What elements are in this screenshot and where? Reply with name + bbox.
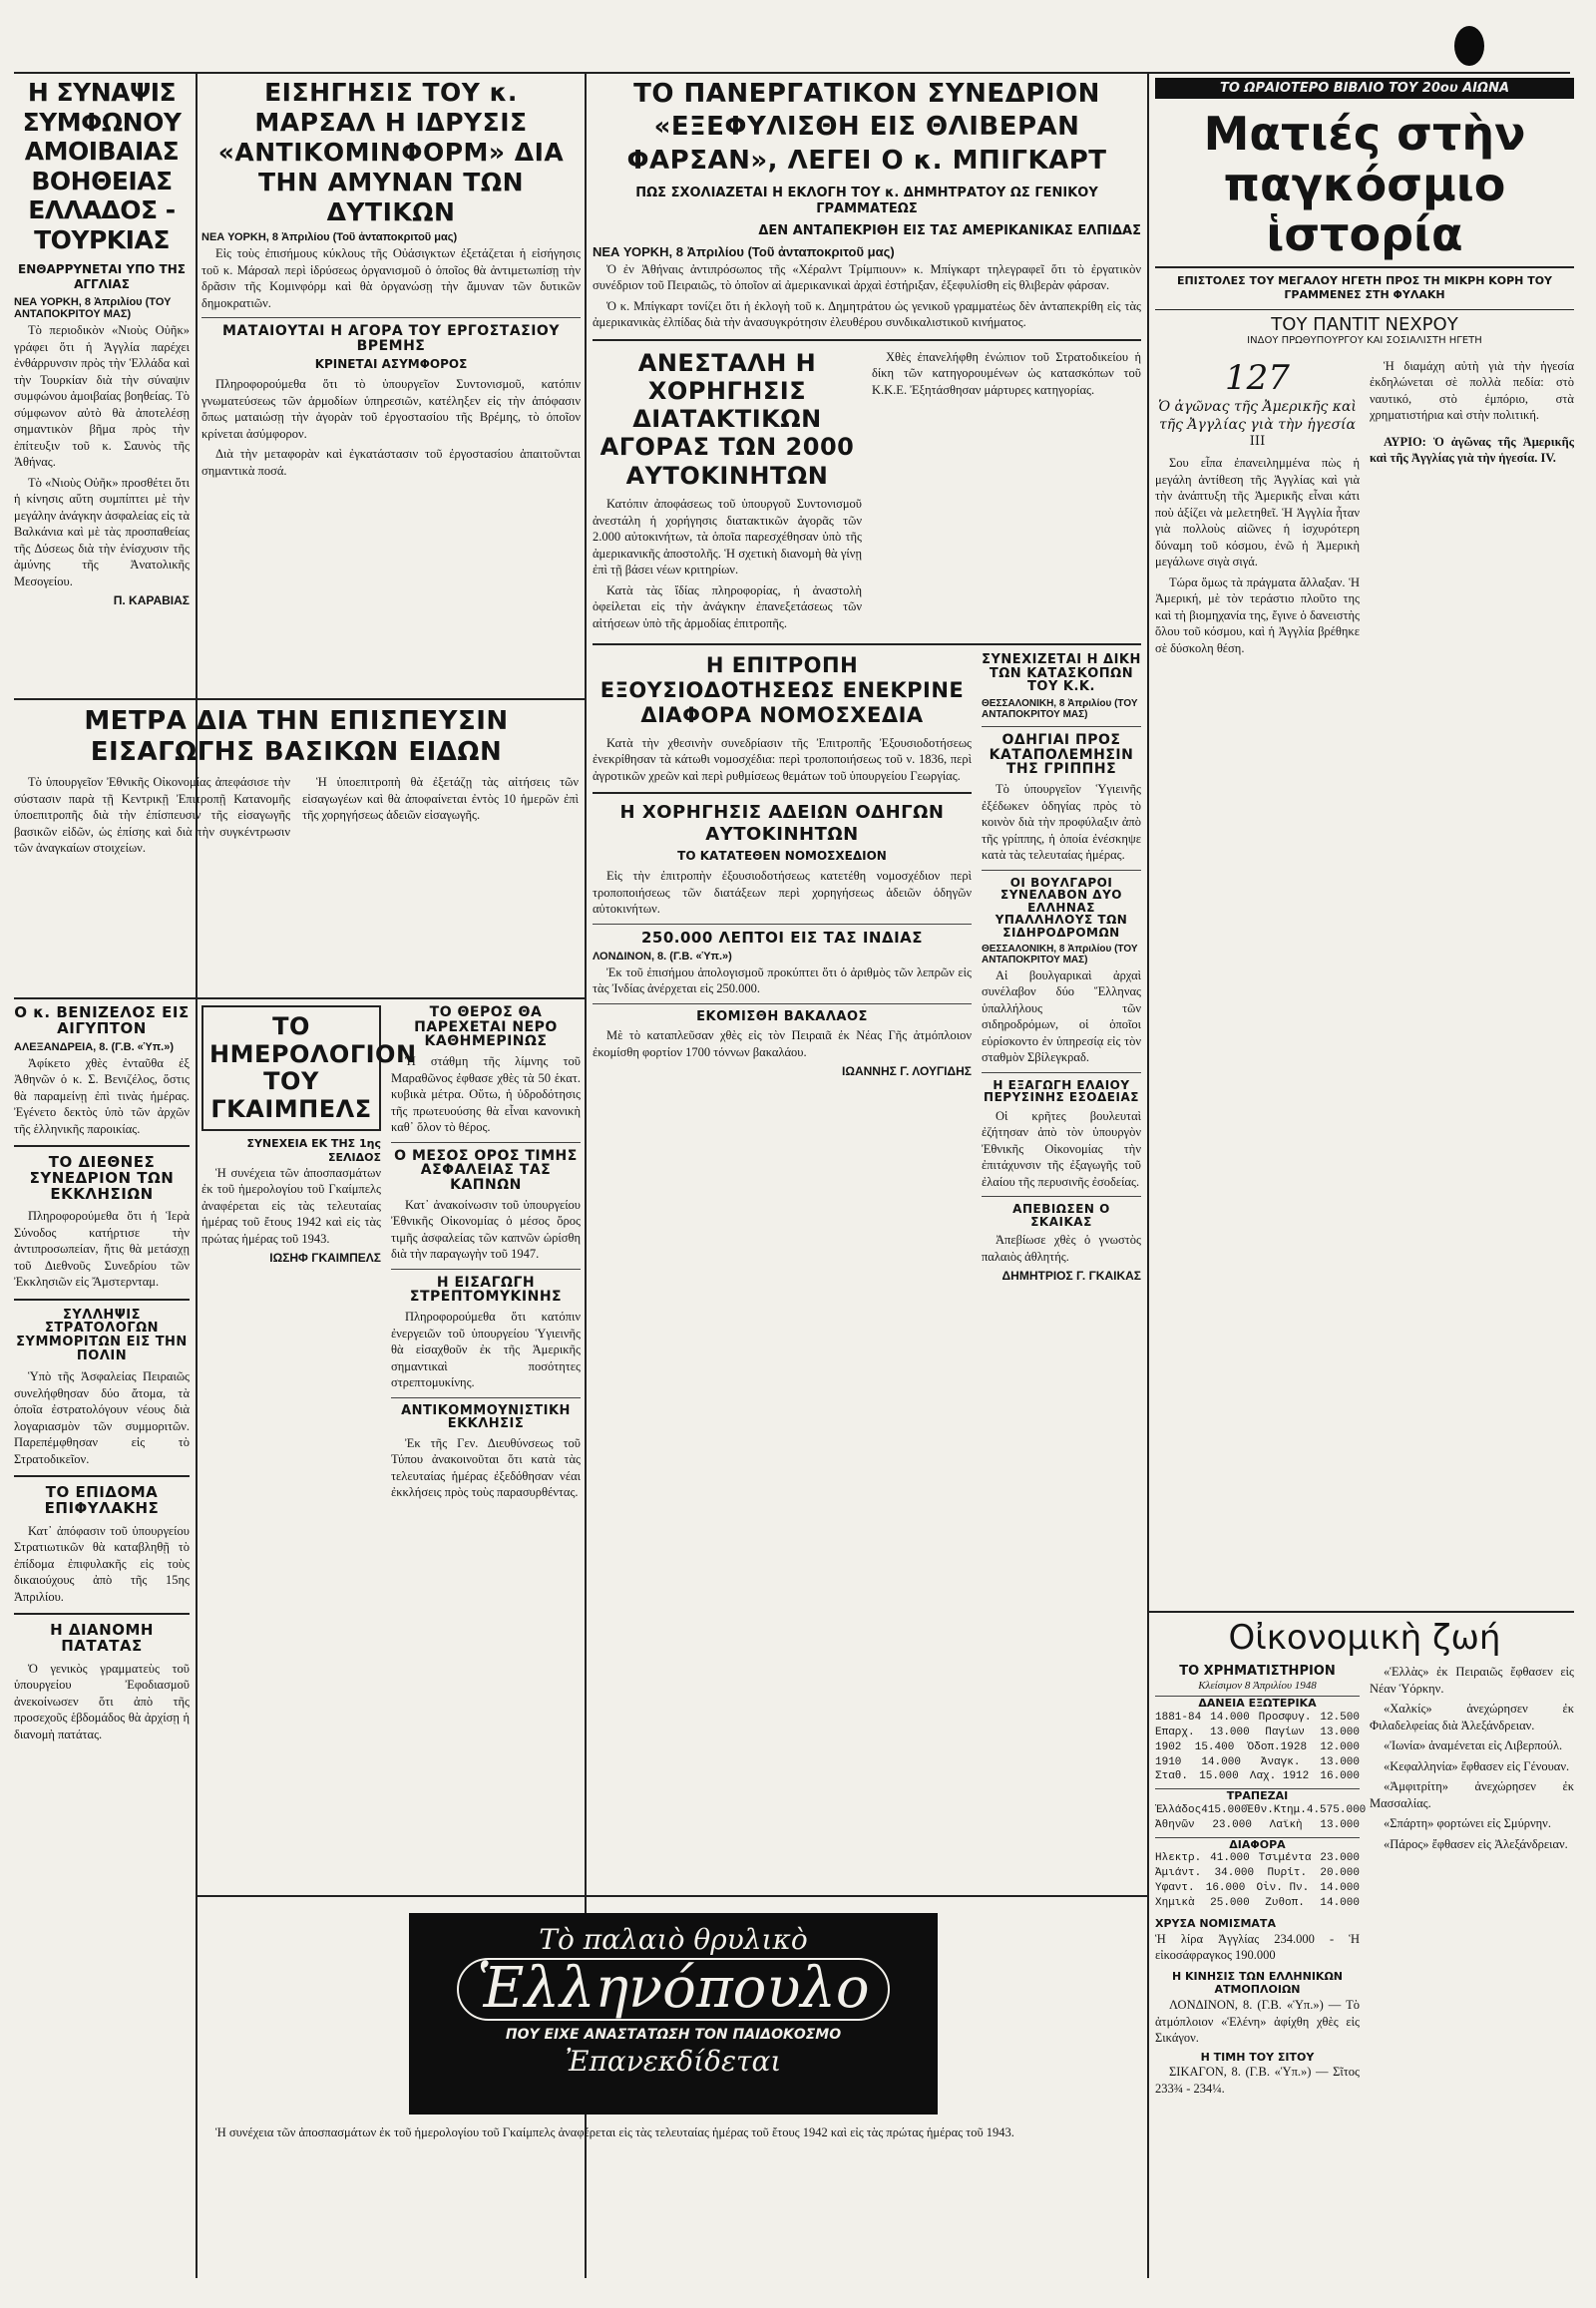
ad-line-3: ΠΟΥ ΕΙΧΕ ΑΝΑΣΤΑΤΩΣΗ ΤΟΝ ΠΑΙΔΟΚΟΣΜΟ <box>505 2026 842 2043</box>
ad-line-1: Τὸ παλαιὸ θρυλικὸ <box>539 1923 808 1956</box>
separator <box>14 1475 190 1477</box>
dateline: ΑΛΕΞΑΝΔΡΕΙΑ, 8. (Γ.Β. «Ὑπ.») <box>14 1040 175 1053</box>
serial-author: ΤΟΥ ΠΑΝΤΙΤ ΝΕΧΡΟΥ <box>1155 309 1574 335</box>
column-2 <box>201 78 581 696</box>
article-paragraph: Ἡ ὑποεπιτροπὴ θὰ ἐξετάζῃ τὰς αἰτήσεις τῶν εἰσαγωγέων καὶ θὰ ἀποφαίνεται ἐντὸς 10 ἡμερῶν ἐπὶ τῆς χορηγήσεως ἀδειῶν εἰσαγωγῆς. <box>302 775 579 823</box>
ad-ellinopoulo <box>409 1913 938 2115</box>
separator <box>593 643 1141 645</box>
article-paragraph: Εἰς τὴν ἐπιτροπὴν ἐξουσιοδοτήσεως κατετέθη νομοσχέδιον περὶ τροποποιήσεως τῶν διατάξεων περὶ χορηγήσεως ἀδειῶν ὁδηγῶν αὐτοκινήτων. <box>593 869 972 917</box>
shipping-item: «Ἀμφιτρίτη» ἀνεχώρησεν ἐκ Μασσαλίας. <box>1370 1779 1574 1810</box>
article-paragraph: Κατ᾽ ἀπόφασιν τοῦ ὑπουργείου Στρατιωτικῶν θὰ καταβληθῇ τὸ ἐπίδομα ἐπιφυλακῆς εἰς τοὺς δικαιούχους ἀπὸ τῆς 15ης Ἀπριλίου. <box>14 1523 190 1604</box>
article-paragraph: Ὁ κ. Μπίγκαρτ τονίζει ὅτι ἡ ἐκλογὴ τοῦ κ. Δημητράτου ὡς γενικοῦ γραμματέως δὲν ἀνταπεκρίθη εἰς τὰς ἀμερικανικὰς ἐλπίδας διὰ τὴν ἀνασυγκρότησιν ἐλευθέρου συνδικαλιστικοῦ κινήματος. <box>593 298 1141 330</box>
table-cell: Πυρίτ. <box>1267 1867 1308 1880</box>
headline-lepers-india: 250.000 ΛΕΠΤΟΙ ΕΙΣ ΤΑΣ ΙΝΔΙΑΣ <box>640 928 924 947</box>
next-installment: ΑΥΡΙΟ: Ὁ ἀγῶνας τῆς Ἀμερικῆς καὶ τῆς Ἀγγλίας γιὰ τὴν ἡγεσία. IV. <box>1370 434 1574 466</box>
shipping-list <box>1370 1664 1574 2101</box>
table-cell: 1910 <box>1155 1755 1182 1768</box>
table-cell: 14.000 <box>1210 1712 1250 1724</box>
chapter-number: 127 <box>1225 357 1290 398</box>
gold-title: ΧΡΥΣΑ ΝΟΜΙΣΜΑΤΑ <box>1155 1916 1276 1930</box>
column-divider-3 <box>1147 72 1149 2278</box>
table-cell: 15.400 <box>1194 1740 1235 1753</box>
dateline: ΘΕΣΣΑΛΟΝΙΚΗ, 8 Ἀπριλίου (ΤΟΥ ΑΝΤΑΠΟΚΡΙΤΟΥ ΜΑΣ) <box>982 698 1138 721</box>
shipping-item: «Ἰωνία» ἀναμένεται εἰς Λιβερπούλ. <box>1384 1738 1563 1752</box>
separator <box>391 1142 581 1143</box>
separator <box>593 792 972 794</box>
separator <box>982 870 1141 871</box>
table-cell: 16.000 <box>1320 1770 1360 1783</box>
article-paragraph: Τὸ ὑπουργεῖον Ἐθνικῆς Οἰκονομίας ἀπεφάσισε τὴν σύστασιν παρὰ τῇ Κεντρικῇ Ἐπιτροπῇ Κατανομῆς ὑποεπιτροπῆς διὰ τὴν ἐπίσπευσιν τῆς εἰσαγωγῆς βασικῶν εἰδῶν, ὡς ἐπίσης καὶ διὰ τὴν συγκέντρωσιν τῶν ἀναγκαίων στοιχείων. <box>14 775 290 856</box>
table-cell: 14.000 <box>1320 1882 1360 1895</box>
misc-title: ΔΙΑΦΟΡΑ <box>1155 1837 1360 1852</box>
separator <box>982 1196 1141 1197</box>
top-rule <box>14 72 1570 74</box>
headline-authorization-committee: Η ΕΠΙΤΡΟΠΗ ΕΞΟΥΣΙΟΔΟΤΗΣΕΩΣ ΕΝΕΚΡΙΝΕ ΔΙΑΦΟΡΑ ΝΟΜΟΣΧΕΔΙΑ <box>599 653 965 728</box>
table-cell: 13.000 <box>1210 1726 1250 1738</box>
headline-water-supply: ΤΟ ΘΕΡΟΣ ΘΑ ΠΑΡΕΧΕΤΑΙ ΝΕΡΟ ΚΑΘΗΜΕΡΙΝΩΣ <box>414 1005 558 1050</box>
subheadline: ΣΥΝΕΧΕΙΑ ΕΚ ΤΗΣ 1ης ΣΕΛΙΔΟΣ <box>246 1137 381 1165</box>
section-rule <box>14 997 585 999</box>
article-paragraph: Χθὲς ἐπανελήφθη ἐνώπιον τοῦ Στρατοδικείου ἡ δίκη τῶν κατηγορουμένων ὡς κατασκόπων τοῦ Κ.Κ.Ε. Ἐξητάσθησαν μάρτυρες κατηγορίας. <box>872 349 1141 397</box>
article-paragraph: Εἰς τοὺς ἐπισήμους κύκλους τῆς Οὐάσιγκτων ἐξετάζεται ἡ εἰσήγησις τοῦ κ. Μάρσαλ περὶ ἱδρύσεως ὀργανισμοῦ ὁ ὁποῖος θὰ ἀντιμετωπίσῃ τὴν δρᾶσιν τῆς Κομινφόρμ καὶ θὰ ὀργανώσῃ τὴν ἄμυναν τῶν δυτικῶν δημοκρατιῶν. <box>201 246 581 310</box>
goebbels-box <box>201 1005 417 1131</box>
table-cell: Ἠλεκτρ. <box>1155 1852 1202 1865</box>
table-cell: 1881-84 <box>1155 1712 1202 1724</box>
title-rule <box>1155 266 1574 268</box>
article-paragraph: Κατὰ τὴν χθεσινὴν συνεδρίασιν τῆς Ἐπιτροπῆς Ἐξουσιοδοτήσεως ἐνεκρίθησαν τὰ κάτωθι νομοσχέδια: περὶ τροποποιήσεως τοῦ ν. 1836, περὶ ἀγροτικῶν χρεῶν καὶ περὶ ρυθμίσεως θεμάτων τοῦ ὑπουργείου Γεωργίας. <box>593 735 972 783</box>
article-paragraph: Ὁ γενικὸς γραμματεὺς τοῦ ὑπουργείου Ἐφοδιασμοῦ ἀνεκοίνωσεν ὅτι ἀπὸ τῆς προσεχοῦς ἑβδομάδος θὰ ἀρχίσῃ ἡ διανομὴ πατάτας. <box>14 1661 190 1741</box>
article-paragraph: Τὸ περιοδικὸν «Νιοὺς Οὐῆκ» γράφει ὅτι ἡ Ἀγγλία παρέχει ἐνθάρρυνσιν πρὸς τὴν Ἑλλάδα καὶ τὴν Τουρκίαν διὰ τὴν σύναψιν συμφώνου ἀμοιβαίας βοηθείας. Τὸ σύμφωνον αὐτὸ θὰ ἀποτελέσῃ σημαντικὸν βῆμα πρὸς τὴν ἐπίτευξιν τοῦ κ. Σαυνὸς τῆς Ἀθήνας. <box>14 323 190 469</box>
article-paragraph: Ἀφίκετο χθὲς ἐνταῦθα ἐξ Ἀθηνῶν ὁ κ. Σ. Βενιζέλος, ὅστις θὰ παραμείνῃ ἐπὶ τινὰς ἡμέρας. Ἐγένετο δεκτὸς ὑπὸ τῶν ἀρχῶν τῆς ἑλληνικῆς παροικίας. <box>14 1055 190 1136</box>
headline-bulgarians-arrest: ΟΙ ΒΟΥΛΓΑΡΟΙ ΣΥΝΕΛΑΒΟΝ ΔΥΟ ΕΛΛΗΝΑΣ ΥΠΑΛΛΗΛΟΥΣ ΤΩΝ ΣΙΔΗΡΟΔΡΟΜΩΝ <box>995 875 1128 940</box>
article-paragraph: Κατόπιν ἀποφάσεως τοῦ ὑπουργοῦ Συντονισμοῦ ἀνεστάλη ἡ χορήγησις διατακτικῶν ἀγορᾶς τῶν 2.000 αὐτοκινήτων, τὰ ὁποῖα παρεσχέθησαν ὑπὸ τῆς ἀμερικανικῆς ἀποστολῆς. Ἡ σχετικὴ διανομὴ θὰ γίνῃ ἐπὶ τῇ βάσει νέων κριτηρίων. <box>593 497 862 577</box>
headline-streptomycin: Η ΕΙΣΑΓΩΓΗ ΣΤΡΕΠΤΟΜΥΚΙΝΗΣ <box>409 1274 563 1306</box>
table-cell: 13.000 <box>1320 1818 1360 1831</box>
shipping-item: «Ἑλλὰς» ἐκ Πειραιῶς ἔφθασεν εἰς Νέαν Ὑόρκην. <box>1370 1665 1574 1696</box>
article-paragraph: Ἡ διαμάχη αὐτὴ γιὰ τὴν ἡγεσία ἐκδηλώνεται σὲ πολλὰ πεδία: στὸ ναυτικό, στὸ ἐμπόριο, στὰ χρηματιστήρια καὶ στὴν πολιτική. <box>1370 358 1574 423</box>
separator <box>982 726 1141 727</box>
table-cell: 15.000 <box>1199 1770 1239 1783</box>
column-4 <box>1155 78 1574 1594</box>
econ-title: Οἰκονομικὴ ζωή <box>1228 1618 1501 1658</box>
headline-spies-trial: ΣΥΝΕΧΙΖΕΤΑΙ Η ΔΙΚΗ ΤΩΝ ΚΑΤΑΣΚΟΠΩΝ ΤΟΥ Κ.Κ. <box>982 652 1141 695</box>
table-cell: 20.000 <box>1320 1867 1360 1880</box>
separator <box>14 1613 190 1615</box>
bottom-strip <box>201 2124 1139 2274</box>
wheat-title: Η ΤΙΜΗ ΤΟΥ ΣΙΤΟΥ <box>1200 2050 1315 2064</box>
table-cell: Τσιμέντα <box>1258 1852 1312 1865</box>
table-cell: 23.000 <box>1212 1818 1252 1831</box>
separator <box>982 1072 1141 1073</box>
dateline: ΝΕΑ ΥΟΡΚΗ, 8 Ἀπριλίου (ΤΟΥ ΑΝΤΑΠΟΚΡΙΤΟΥ ΜΑΣ) <box>14 296 172 320</box>
table-cell: Ὁδοπ.1928 <box>1247 1740 1308 1753</box>
separator <box>201 317 581 318</box>
table-row <box>1155 1803 1367 1818</box>
subheadline: ΕΝΘΑΡΡΥΝΕΤΑΙ ΥΠΟ ΤΗΣ ΑΓΓΛΙΑΣ <box>18 262 186 291</box>
separator <box>391 1397 581 1398</box>
byline: ΔΗΜΗΤΡΙΟΣ Γ. ΓΚΑΙΚΑΣ <box>1001 1269 1141 1284</box>
article-paragraph: Πληροφορούμεθα ὅτι τὸ ὑπουργεῖον Συντονισμοῦ, κατόπιν γνωματεύσεως τῶν ἁρμοδίων ὑπηρεσιῶν, κατέληξεν εἰς τὴν ἀπόφασιν ὅπως ματαιώσῃ τὴν ἀγορὰν τοῦ ἐργοστασίου τῆς Βρέμης, τὸ ὁποῖον κρίνεται ἀσύμφορον. <box>201 377 581 441</box>
table-cell: Ζυθοπ. <box>1265 1896 1305 1909</box>
headline-potato-distribution: Η ΔΙΑΝΟΜΗ ΠΑΤΑΤΑΣ <box>50 1621 154 1656</box>
economic-section <box>1155 1618 1574 2286</box>
headline-venizelos: Ο κ. ΒΕΝΙΖΕΛΟΣ ΕΙΣ ΑΙΓΥΠΤΟΝ <box>14 1005 190 1037</box>
dateline: ΘΕΣΣΑΛΟΝΙΚΗ, 8 Ἀπριλίου (ΤΟΥ ΑΝΤΑΠΟΚΡΙΤΟΥ ΜΑΣ) <box>982 943 1138 965</box>
measures-article <box>14 706 579 995</box>
headline-churches-congress: ΤΟ ΔΙΕΘΝΕΣ ΣΥΝΕΔΡΙΟΝ ΤΩΝ ΕΚΚΛΗΣΙΩΝ <box>29 1153 175 1203</box>
table-cell: Ἀμιάντ. <box>1155 1867 1202 1880</box>
shipping-item: «Σπάρτη» φορτώνει εἰς Σμύρνην. <box>1384 1816 1551 1830</box>
headline-import-measures: ΜΕΤΡΑ ΔΙΑ ΤΗΝ ΕΠΙΣΠΕΥΣΙΝ ΕΙΣΑΓΩΓΗΣ ΒΑΣΙΚΩΝ ΕΙΔΩΝ <box>84 706 509 768</box>
table-cell: 34.000 <box>1214 1867 1255 1880</box>
table-cell: Ἀναγκ. <box>1260 1755 1301 1768</box>
article-paragraph: Μὲ τὸ καταπλεῦσαν χθὲς εἰς τὸν Πειραιᾶ ἐκ Νέας Γῆς ἀτμόπλοιον ἐκομίσθη φορτίον 1700 τόννων βακαλάου. <box>593 1028 972 1059</box>
table-row <box>1155 1881 1360 1896</box>
ad-line-4: Ἐπανεκδίδεται <box>565 2044 782 2078</box>
article-paragraph: Τώρα ὅμως τὰ πράγματα ἄλλαξαν. Ἡ Ἀμερική, μὲ τὸν τεράστιο πλοῦτο της καὶ τὴ βιομηχανία της, ἔγινε ὁ δανειστὴς ὅλου τοῦ κόσμου, καὶ ἡ Ἀγγλία βρέθηκε σὲ δύσκολη θέση. <box>1155 575 1360 655</box>
table-cell: Σταθ. <box>1155 1770 1189 1783</box>
headline-obituary: ΑΠΕΒΙΩΣΕΝ Ο ΣΚΑΙΚΑΣ <box>1012 1202 1110 1229</box>
column-divider-1 <box>196 72 198 2278</box>
headline-flu-instructions: ΟΔΗΓΙΑΙ ΠΡΟΣ ΚΑΤΑΠΟΛΕΜΗΣΙΝ ΤΗΣ ΓΡΙΠΠΗΣ <box>989 732 1134 778</box>
shipping-item: «Πάρος» ἔφθασεν εἰς Ἀλεξάνδρειαν. <box>1384 1836 1568 1851</box>
table-cell: 23.000 <box>1320 1852 1360 1865</box>
byline: Π. ΚΑΡΑΒΙΑΣ <box>113 593 190 607</box>
table-row <box>1155 1866 1360 1881</box>
article-paragraph: Κατ᾽ ἀνακοίνωσιν τοῦ ὑπουργείου Ἐθνικῆς Οἰκονομίας ὁ μέσος ὅρος τιμῆς ἀσφαλείας τῶν καπνῶν ὡρίσθη διὰ τὴν παραγωγὴν τοῦ 1947. <box>391 1197 581 1262</box>
ships-movements: ΛΟΝΔΙΝΟΝ, 8. (Γ.Β. «Ὑπ.») — Τὸ ἀτμόπλοιον «Ἑλένη» ἀφίχθη χθὲς εἰς Σικάγον. <box>1155 1998 1360 2046</box>
table-row <box>1155 1755 1360 1770</box>
ink-blot <box>1454 26 1484 66</box>
column-1-lower <box>14 1005 190 2272</box>
headline-labour-congress: ΤΟ ΠΑΝΕΡΓΑΤΙΚΟΝ ΣΥΝΕΔΡΙΟΝ «ΕΞΕΦΥΛΙΣΘΗ ΕΙΣ ΘΛΙΒΕΡΑΝ ΦΑΡΣΑΝ», ΛΕΓΕΙ Ο κ. ΜΠΙΓΚΑΡΤ <box>626 79 1107 176</box>
headline-goebbels-diary: ΤΟ ΗΜΕΡΟΛΟΓΙΟΝ ΤΟΥ ΓΚΑΙΜΠΕΛΣ <box>209 1012 417 1123</box>
dateline: ΛΟΝΔΙΝΟΝ, 8. (Γ.Β. «Ὑπ.») <box>593 950 732 962</box>
separator <box>593 339 1141 341</box>
article-paragraph: Ὁ ἐν Ἀθήναις ἀντιπρόσωπος τῆς «Χέραλντ Τρίμπιουν» κ. Μπίγκαρτ τηλεγραφεῖ ὅτι τὸ ἐργατικὸν συνέδριον τοῦ Πειραιῶς, τὸ ὁποῖον αἱ ἀμερικανικαὶ ἀρχαὶ ἐστήριξαν, ἐξεφυλίσθη εἰς θλιβερὰν φάρσαν. <box>593 261 1141 293</box>
table-row <box>1155 1769 1360 1784</box>
table-row <box>1155 1818 1360 1833</box>
table-row <box>1155 1740 1360 1755</box>
table-cell: 25.000 <box>1210 1896 1250 1909</box>
loans-table <box>1155 1711 1360 1784</box>
table-cell: Ἐθν.Κτημ. <box>1247 1803 1307 1816</box>
article-paragraph: Ἐκ τοῦ ἐπισήμου ἀπολογισμοῦ προκύπτει ὅτι ὁ ἀριθμὸς τῶν λεπρῶν εἰς τὰς Ἰνδίας ἀνέρχεται εἰς 250.000. <box>593 964 972 996</box>
table-cell: 415.000 <box>1201 1803 1248 1816</box>
stock-exchange-title: ΤΟ ΧΡΗΜΑΤΙΣΤΗΡΙΟΝ <box>1179 1664 1336 1679</box>
separator <box>593 924 972 925</box>
subheadline: ΚΡΙΝΕΤΑΙ ΑΣΥΜΦΟΡΟΣ <box>314 357 468 372</box>
article-paragraph: Διὰ τὴν μεταφορὰν καὶ ἐγκατάστασιν τοῦ ἐργοστασίου ἀπαιτοῦνται σημαντικὰ ποσά. <box>201 447 581 478</box>
separator <box>391 1269 581 1270</box>
table-cell: Προσφυγ. <box>1258 1712 1312 1724</box>
subheadline: ΔΕΝ ΑΝΤΑΠΕΚΡΙΘΗ ΕΙΣ ΤΑΣ ΑΜΕΡΙΚΑΝΙΚΑΣ ΕΛΠΙΔΑΣ <box>758 223 1141 239</box>
misc-table <box>1155 1851 1360 1910</box>
table-row <box>1155 1711 1360 1726</box>
table-cell: 4.575.000 <box>1306 1803 1367 1816</box>
table-cell: 12.500 <box>1320 1712 1360 1724</box>
section-rule <box>196 1895 1147 1897</box>
byline: ΙΩΣΗΦ ΓΚΑΙΜΠΕΛΣ <box>269 1251 381 1266</box>
table-cell: 14.000 <box>1201 1755 1241 1768</box>
dateline: ΝΕΑ ΥΟΡΚΗ, 8 Ἀπριλίου (Τοῦ ἀνταποκριτοῦ μας) <box>201 231 458 243</box>
table-cell: 13.000 <box>1320 1755 1360 1768</box>
article-paragraph: Τὸ ὑπουργεῖον Ὑγιεινῆς ἐξέδωκεν ὁδηγίας πρὸς τὸ κοινὸν διὰ τὴν προφύλαξιν ἀπὸ τῆς γρίππης, ἡ ὁποία ἐνέσκηψε κατὰ τὰς τελευταίας ἡμέρας. <box>982 782 1141 863</box>
ad-line-2: Ἑλληνόπουλο <box>457 1958 889 2021</box>
table-cell: 14.000 <box>1320 1896 1360 1909</box>
article-paragraph: Ἀπεβίωσε χθὲς ὁ γνωστὸς παλαιὸς ἀθλητής. <box>982 1233 1141 1264</box>
headline-greece-turkey-pact: Η ΣΥΝΑΨΙΣ ΣΥΜΦΩΝΟΥ ΑΜΟΙΒΑΙΑΣ ΒΟΗΘΕΙΑΣ ΕΛΛΑΔΟΣ - ΤΟΥΡΚΙΑΣ <box>22 78 182 254</box>
wheat-price: ΣΙΚΑΓΟΝ, 8. (Γ.Β. «Ὑπ.») — Σῖτος 233¾ - 234¼. <box>1155 2065 1360 2096</box>
headline-cod-imported: ΕΚΟΜΙΣΘΗ ΒΑΚΑΛΑΟΣ <box>696 1008 868 1024</box>
table-cell: Ὑφαντ. <box>1155 1882 1195 1895</box>
headline-marshall-proposal: ΕΙΣΗΓΗΣΙΣ ΤΟΥ κ. ΜΑΡΣΑΛ Η ΙΔΡΥΣΙΣ «ΑΝΤΙΚΟΜΙΝΦΟΡΜ» ΔΙΑ ΤΗΝ ΑΜΥΝΑΝ ΤΩΝ ΔΥΤΙΚΩΝ <box>217 78 565 226</box>
article-paragraph: Ἡ συνέχεια τῶν ἀποσπασμάτων ἐκ τοῦ ἡμερολογίου τοῦ Γκαίμπελς ἀναφέρεται εἰς τὰς τελευταίας ἡμέρας τοῦ ἔτους 1942 καὶ εἰς τὰς πρώτας ἡμέρας τοῦ 1943. <box>201 1165 381 1246</box>
table-cell: Λαϊκὴ <box>1269 1818 1303 1831</box>
headline-recruiters-arrest: ΣΥΛΛΗΨΙΣ ΣΤΡΑΤΟΛΟΓΩΝ ΣΥΜΜΟΡΙΤΩΝ ΕΙΣ ΤΗΝ ΠΟΛΙΝ <box>16 1307 188 1363</box>
separator <box>593 1003 972 1004</box>
ships-title: Η ΚΙΝΗΣΙΣ ΤΩΝ ΕΛΛΗΝΙΚΩΝ ΑΤΜΟΠΛΟΙΩΝ <box>1171 1969 1344 1997</box>
article-paragraph: Αἱ βουλγαρικαὶ ἀρχαὶ συνέλαβον δύο Ἕλληνας ὑπαλλήλους τῶν σιδηροδρόμων, οἱ ὁποῖοι εὑρίσκοντο ἐν ὑπηρεσίᾳ εἰς τὸν σταθμὸν Σβίλεγκραδ. <box>982 967 1141 1065</box>
subheadline: ΠΩΣ ΣΧΟΛΙΑΖΕΤΑΙ Η ΕΚΛΟΓΗ ΤΟΥ κ. ΔΗΜΗΤΡΑΤΟΥ ΩΣ ΓΕΝΙΚΟΥ ΓΡΑΜΜΑΤΕΩΣ <box>635 185 1098 217</box>
table-cell: 13.000 <box>1320 1726 1360 1738</box>
article-paragraph: Κατὰ τὰς ἴδίας πληροφορίας, ἡ ἀναστολὴ ὀφείλεται εἰς τὴν ἀνάγκην ἐπανεξετάσεως τῶν αἰτήσεων ὑπὸ τῆς ἁρμοδίας ἐπιτροπῆς. <box>593 582 862 630</box>
loans-title: ΔΑΝΕΙΑ ΕΞΩΤΕΡΙΚΑ <box>1155 1696 1360 1711</box>
headline-reserve-allowance: ΤΟ ΕΠΙΔΟΜΑ ΕΠΙΦΥΛΑΚΗΣ <box>44 1483 160 1518</box>
subheadline: ΤΟ ΚΑΤΑΤΕΘΕΝ ΝΟΜΟΣΧΕΔΙΟΝ <box>677 849 887 864</box>
article-paragraph: Σου εἶπα ἐπανειλημμένα πὼς ἡ μεγάλη ἀντίθεση τῆς Ἀγγλίας καὶ γιὰ τὴν ἀνάπτυξη τῆς Ἀμερικῆς εἶναι κάτι ποὺ ἀξίζει νὰ μελετηθεῖ. Ἡ Ἀγγλία ἦταν γιὰ πολλοὺς αἰῶνες ἡ ἰσχυρότερη δύναμη τοῦ κόσμου, ἐνῶ ἡ Ἀμερικὴ μεγάλωνε σιγὰ σιγά. <box>1155 456 1360 570</box>
article-paragraph: Ὑπὸ τῆς Ἀσφαλείας Πειραιῶς συνελήφθησαν δύο ἄτομα, τὰ ὁποῖα ἐστρατολόγουν νέους διὰ λογαριασμὸν τῶν συμμοριτῶν. Παρεπέμφθησαν εἰς τὸ Στρατοδικεῖον. <box>14 1369 190 1466</box>
serial-author-subtitle: ΙΝΔΟΥ ΠΡΩΘΥΠΟΥΡΓΟΥ ΚΑΙ ΣΟΣΙΑΛΙΣΤΗ ΗΓΕΤΗ <box>1247 335 1482 347</box>
table-row <box>1155 1726 1360 1740</box>
table-cell: 41.000 <box>1210 1852 1250 1865</box>
chapter-title: Ὁ ἀγῶνας τῆς Ἀμερικῆς καὶ τῆς Ἀγγλίας γιὰ τὴν ἡγεσία <box>1158 398 1357 433</box>
table-cell: Ἐπαρχ. <box>1155 1726 1195 1738</box>
table-cell: Παγίων <box>1265 1726 1305 1738</box>
table-cell: 1902 <box>1155 1740 1182 1753</box>
column-2-lower <box>201 1005 581 1803</box>
section-rule <box>1147 1611 1574 1613</box>
headline-olive-oil-export: Η ΕΞΑΓΩΓΗ ΕΛΑΙΟΥ ΠΕΡΥΣΙΝΗΣ ΕΣΟΔΕΙΑΣ <box>984 1077 1139 1105</box>
serial-subtitle: ΕΠΙΣΤΟΛΕΣ ΤΟΥ ΜΕΓΑΛΟΥ ΗΓΕΤΗ ΠΡΟΣ ΤΗ ΜΙΚΡΗ ΚΟΡΗ ΤΟΥ ΓΡΑΜΜΕΝΕΣ ΣΤΗ ΦΥΛΑΚΗ <box>1176 273 1553 301</box>
table-cell: 16.000 <box>1205 1882 1246 1895</box>
article-paragraph: Ἐκ τῆς Γεν. Διευθύνσεως τοῦ Τύπου ἀνακοινοῦται ὅτι κατὰ τὰς τελευταίας ἡμέρας ἐξεδόθησαν νέαι ἐκκλήσεις πρὸς τοὺς παρασυρθέντας. <box>391 1435 581 1500</box>
table-row <box>1155 1896 1360 1911</box>
dateline: ΝΕΑ ΥΟΡΚΗ, 8 Ἀπριλίου (Τοῦ ἀνταποκριτοῦ μας) <box>593 243 895 259</box>
article-paragraph: Τὸ «Νιοὺς Οὐῆκ» προσθέτει ὅτι ἡ κίνησις αὕτη συμπίπτει μὲ τὴν μεγάλην ἀνάγκην ἀσφαλείας εἰς τὰ Βαλκάνια καὶ μὲ τὰς προσπαθείας τῆς Δύσεως διὰ τὴν ἐνίσχυσιν τῆς ἀμύνης τῆς Ἀνατολικῆς Μεσογείου. <box>14 475 190 588</box>
table-cell: Οἰν. Πν. <box>1256 1882 1310 1895</box>
headline-bremen-factory: ΜΑΤΑΙΟΥΤΑΙ Η ΑΓΟΡΑ ΤΟΥ ΕΡΓΟΣΤΑΣΙΟΥ ΒΡΕΜΗΣ <box>222 323 560 354</box>
separator <box>14 1145 190 1147</box>
table-cell: 12.000 <box>1320 1740 1360 1753</box>
gold-prices: Ἡ λίρα Ἀγγλίας 234.000 - Ἡ εἰκοσάφραγκος 190.000 <box>1155 1931 1360 1963</box>
table-row <box>1155 1851 1360 1866</box>
serial-banner: ΤΟ ΩΡΑΙΟΤΕΡΟ ΒΙΒΛΙΟ ΤΟΥ 20ου ΑΙΩΝΑ <box>1155 78 1574 99</box>
section-rule <box>14 698 585 700</box>
article-paragraph: Ἡ στάθμη τῆς λίμνης τοῦ Μαραθῶνος ἐφθασε χθὲς τὰ 50 ἑκατ. κυβικὰ μέτρα. Οὕτω, ἡ ὑδροδότησις τῆς πρωτευούσης θὰ εἶναι κανονικὴ καθ᾽ ὅλον τὸ θέρος. <box>391 1054 581 1135</box>
headline-cars-suspended: ΑΝΕΣΤΑΛΗ Η ΧΟΡΗΓΗΣΙΣ ΔΙΑΤΑΚΤΙΚΩΝ ΑΓΟΡΑΣ ΤΩΝ 2000 ΑΥΤΟΚΙΝΗΤΩΝ <box>599 348 855 490</box>
headline-driver-licenses: Η ΧΟΡΗΓΗΣΙΣ ΑΔΕΙΩΝ ΟΔΗΓΩΝ ΑΥΤΟΚΙΝΗΤΩΝ <box>619 802 945 845</box>
table-cell: Χημικὰ <box>1155 1896 1195 1909</box>
separator <box>14 1299 190 1301</box>
byline: ΙΩΑΝΝΗΣ Γ. ΛΟΥΓΙΔΗΣ <box>842 1064 972 1079</box>
shipping-item: «Κεφαλληνία» ἔφθασεν εἰς Γένουαν. <box>1384 1758 1570 1773</box>
table-cell: Ἑλλάδος <box>1155 1803 1202 1816</box>
article-paragraph: Πληροφορούμεθα ὅτι κατόπιν ἐνεργειῶν τοῦ ὑπουργείου Ὑγιεινῆς θὰ εἰσαχθοῦν ἐκ τῆς Ἀμερικῆς σημαντικαὶ ποσότητες στρεπτομυκίνης. <box>391 1310 581 1389</box>
chapter-part: III <box>1249 434 1266 450</box>
shipping-item: «Χαλκίς» ἀνεχώρησεν ἐκ Φιλαδελφείας διὰ Ἀλεξάνδρειαν. <box>1370 1702 1574 1732</box>
article-paragraph: Ἡ συνέχεια τῶν ἀποσπασμάτων ἐκ τοῦ ἡμερολογίου τοῦ Γκαίμπελς ἀναφέρεται εἰς τὰς τελευταίας ἡμέρας τοῦ ἔτους 1942 καὶ εἰς τὰς πρώτας ἡμέρας τοῦ 1943. <box>215 2125 1014 2139</box>
headline-anticommunist-appeal: ΑΝΤΙΚΟΜΜΟΥΝΙΣΤΙΚΗ ΕΚΚΛΗΣΙΣ <box>401 1402 571 1432</box>
table-cell: Λαχ. 1912 <box>1249 1770 1310 1783</box>
article-paragraph: Οἱ κρῆτες βουλευταὶ ἐζήτησαν ἀπὸ τὸν ὑπουργὸν Ἐθνικῆς Οἰκονομίας τὴν ἐπιτάχυνσιν τῆς ἐξαγωγῆς τοῦ ἐλαίου τῆς περυσινῆς ἐσοδείας. <box>982 1108 1141 1189</box>
banks-title: ΤΡΑΠΕΖΑΙ <box>1155 1788 1360 1803</box>
banks-table <box>1155 1803 1367 1833</box>
headline-tobacco-price: Ο ΜΕΣΟΣ ΟΡΟΣ ΤΙΜΗΣ ΑΣΦΑΛΕΙΑΣ ΤΑΣ ΚΑΠΝΩΝ <box>394 1147 578 1193</box>
stock-exchange-date: Κλείσιμον 8 Ἀπριλίου 1948 <box>1198 1680 1317 1693</box>
table-cell: Ἀθηνῶν <box>1155 1818 1195 1831</box>
article-paragraph: Πληροφορούμεθα ὅτι ἡ Ἱερὰ Σύνοδος κατήρτισε τὴν ἀντιπροσωπείαν, ἥτις θὰ μετάσχῃ τοῦ Διεθνοῦς Συνεδρίου τῶν Ἐκκλησιῶν εἰς Ἄμστερνταμ. <box>14 1209 190 1290</box>
serial-title: Ματιές στὴν παγκόσμιο ἱστορία <box>1203 107 1526 262</box>
